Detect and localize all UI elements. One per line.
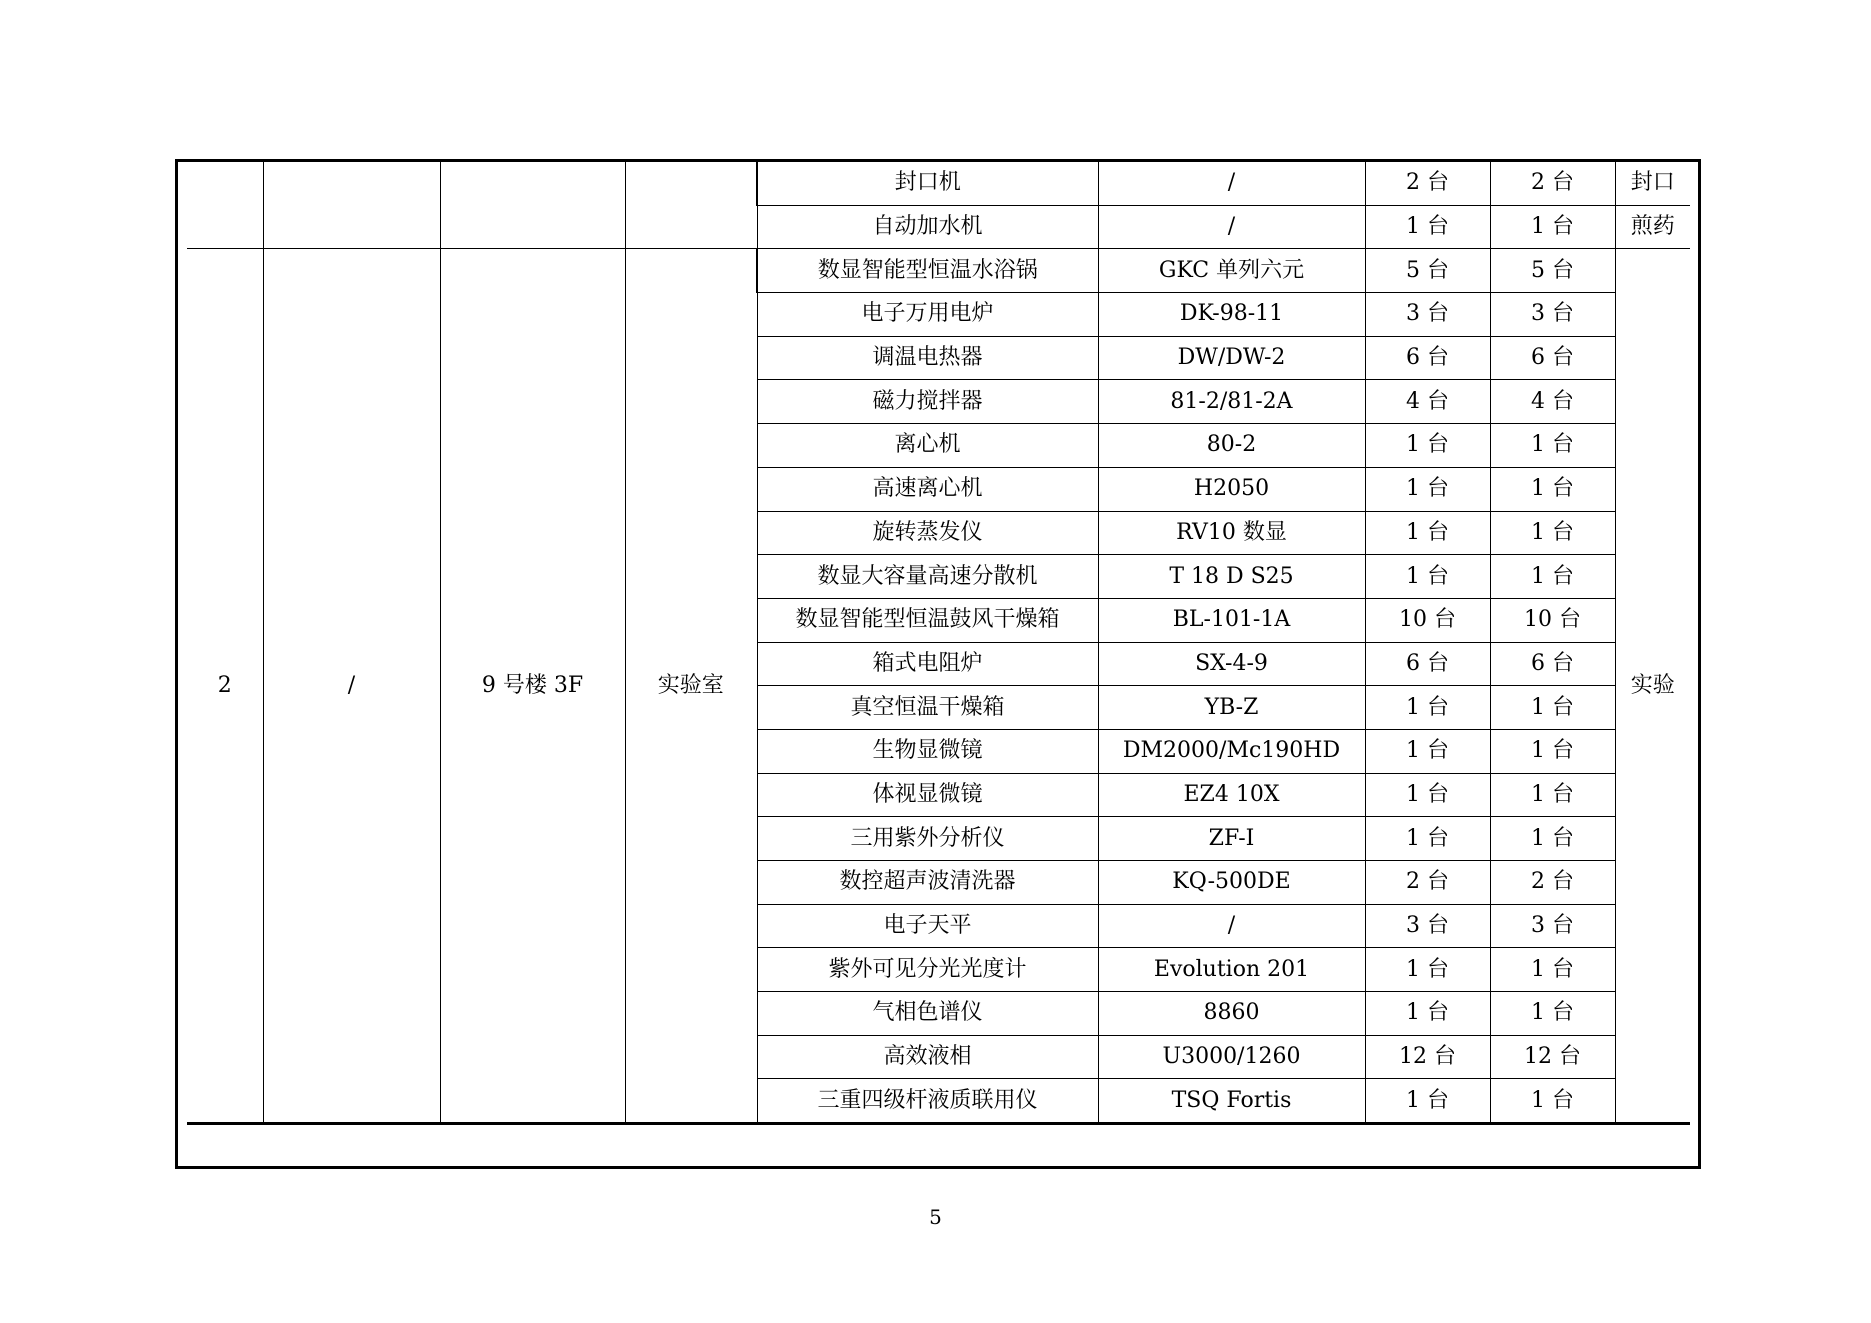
model-cell: 80-2 xyxy=(1098,424,1365,468)
equipment-name-cell: 封口机 xyxy=(757,161,1098,206)
quantity-cell: 3 台 xyxy=(1490,904,1615,948)
location-cell: 9 号楼 3F xyxy=(440,249,625,1124)
equipment-name-cell: 三用紫外分析仪 xyxy=(757,817,1098,861)
use-cell: 实验 xyxy=(1615,249,1690,1124)
quantity-cell: 1 台 xyxy=(1490,205,1615,249)
serial-number-cell: 2 xyxy=(187,249,263,1124)
col2-cell: / xyxy=(263,249,440,1124)
quantity-cell: 1 台 xyxy=(1365,729,1490,773)
equipment-name-cell: 数控超声波清洗器 xyxy=(757,861,1098,905)
equipment-name-cell: 数显智能型恒温水浴锅 xyxy=(757,249,1098,293)
quantity-cell: 1 台 xyxy=(1365,817,1490,861)
quantity-cell: 2 台 xyxy=(1365,861,1490,905)
model-cell: DK-98-11 xyxy=(1098,293,1365,337)
model-cell: TSQ Fortis xyxy=(1098,1079,1365,1124)
quantity-cell: 3 台 xyxy=(1490,293,1615,337)
equipment-name-cell: 磁力搅拌器 xyxy=(757,380,1098,424)
equipment-name-cell: 生物显微镜 xyxy=(757,729,1098,773)
model-cell: T 18 D S25 xyxy=(1098,555,1365,599)
room-cell: 实验室 xyxy=(625,249,757,1124)
equipment-name-cell: 三重四级杆液质联用仪 xyxy=(757,1079,1098,1124)
model-cell: / xyxy=(1098,205,1365,249)
quantity-cell: 6 台 xyxy=(1490,336,1615,380)
model-cell: KQ-500DE xyxy=(1098,861,1365,905)
quantity-cell: 1 台 xyxy=(1365,424,1490,468)
quantity-cell: 3 台 xyxy=(1365,904,1490,948)
model-cell: / xyxy=(1098,904,1365,948)
equipment-name-cell: 数显大容量高速分散机 xyxy=(757,555,1098,599)
model-cell: YB-Z xyxy=(1098,686,1365,730)
model-cell: BL-101-1A xyxy=(1098,598,1365,642)
equipment-table xyxy=(187,159,1690,1125)
model-cell: Evolution 201 xyxy=(1098,948,1365,992)
quantity-cell: 1 台 xyxy=(1490,686,1615,730)
quantity-cell: 12 台 xyxy=(1365,1035,1490,1079)
quantity-cell: 1 台 xyxy=(1490,948,1615,992)
quantity-cell: 4 台 xyxy=(1490,380,1615,424)
quantity-cell: 1 台 xyxy=(1365,773,1490,817)
quantity-cell: 2 台 xyxy=(1490,861,1615,905)
equipment-name-cell: 真空恒温干燥箱 xyxy=(757,686,1098,730)
quantity-cell: 12 台 xyxy=(1490,1035,1615,1079)
model-cell: DM2000/Mc190HD xyxy=(1098,729,1365,773)
quantity-cell: 3 台 xyxy=(1365,293,1490,337)
quantity-cell: 6 台 xyxy=(1365,642,1490,686)
col2-cell-empty xyxy=(263,161,440,249)
no-cell-empty xyxy=(187,161,263,249)
quantity-cell: 1 台 xyxy=(1365,948,1490,992)
quantity-cell: 1 台 xyxy=(1490,467,1615,511)
model-cell: 8860 xyxy=(1098,992,1365,1036)
quantity-cell: 4 台 xyxy=(1365,380,1490,424)
quantity-cell: 1 台 xyxy=(1490,555,1615,599)
model-cell: SX-4-9 xyxy=(1098,642,1365,686)
quantity-cell: 10 台 xyxy=(1490,598,1615,642)
quantity-cell: 1 台 xyxy=(1365,511,1490,555)
quantity-cell: 1 台 xyxy=(1365,1079,1490,1124)
table-row xyxy=(187,161,1690,206)
quantity-cell: 1 台 xyxy=(1365,686,1490,730)
equipment-name-cell: 高效液相 xyxy=(757,1035,1098,1079)
model-cell: GKC 单列六元 xyxy=(1098,249,1365,293)
quantity-cell: 2 台 xyxy=(1365,161,1490,206)
quantity-cell: 2 台 xyxy=(1490,161,1615,206)
equipment-name-cell: 高速离心机 xyxy=(757,467,1098,511)
quantity-cell: 1 台 xyxy=(1490,424,1615,468)
model-cell: ZF-I xyxy=(1098,817,1365,861)
quantity-cell: 1 台 xyxy=(1490,992,1615,1036)
equipment-name-cell: 离心机 xyxy=(757,424,1098,468)
equipment-name-cell: 调温电热器 xyxy=(757,336,1098,380)
quantity-cell: 1 台 xyxy=(1365,555,1490,599)
quantity-cell: 1 台 xyxy=(1490,817,1615,861)
use-cell: 煎药 xyxy=(1615,205,1690,249)
model-cell: RV10 数显 xyxy=(1098,511,1365,555)
equipment-name-cell: 数显智能型恒温鼓风干燥箱 xyxy=(757,598,1098,642)
model-cell: DW/DW-2 xyxy=(1098,336,1365,380)
quantity-cell: 1 台 xyxy=(1490,1079,1615,1124)
room-cell-empty xyxy=(625,161,757,249)
equipment-name-cell: 气相色谱仪 xyxy=(757,992,1098,1036)
equipment-name-cell: 紫外可见分光光度计 xyxy=(757,948,1098,992)
quantity-cell: 5 台 xyxy=(1490,249,1615,293)
quantity-cell: 1 台 xyxy=(1365,467,1490,511)
quantity-cell: 5 台 xyxy=(1365,249,1490,293)
equipment-table-body xyxy=(187,161,1690,1124)
quantity-cell: 1 台 xyxy=(1365,205,1490,249)
model-cell: / xyxy=(1098,161,1365,206)
equipment-name-cell: 体视显微镜 xyxy=(757,773,1098,817)
page-number: 5 xyxy=(929,1205,942,1229)
quantity-cell: 1 台 xyxy=(1365,992,1490,1036)
equipment-name-cell: 旋转蒸发仪 xyxy=(757,511,1098,555)
quantity-cell: 6 台 xyxy=(1490,642,1615,686)
table-row xyxy=(187,249,1690,293)
location-cell-empty xyxy=(440,161,625,249)
quantity-cell: 10 台 xyxy=(1365,598,1490,642)
quantity-cell: 6 台 xyxy=(1365,336,1490,380)
model-cell: U3000/1260 xyxy=(1098,1035,1365,1079)
quantity-cell: 1 台 xyxy=(1490,511,1615,555)
equipment-name-cell: 自动加水机 xyxy=(757,205,1098,249)
model-cell: EZ4 10X xyxy=(1098,773,1365,817)
use-cell: 封口 xyxy=(1615,161,1690,206)
equipment-name-cell: 箱式电阻炉 xyxy=(757,642,1098,686)
quantity-cell: 1 台 xyxy=(1490,729,1615,773)
equipment-name-cell: 电子天平 xyxy=(757,904,1098,948)
quantity-cell: 1 台 xyxy=(1490,773,1615,817)
model-cell: 81-2/81-2A xyxy=(1098,380,1365,424)
equipment-name-cell: 电子万用电炉 xyxy=(757,293,1098,337)
model-cell: H2050 xyxy=(1098,467,1365,511)
